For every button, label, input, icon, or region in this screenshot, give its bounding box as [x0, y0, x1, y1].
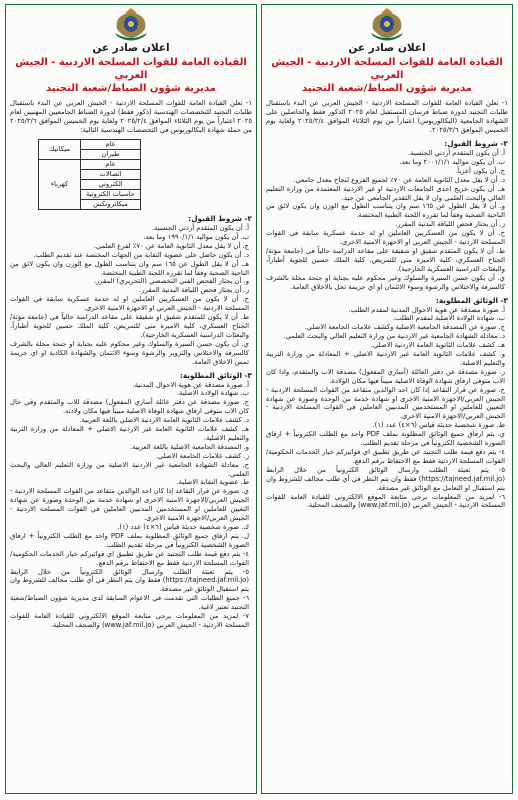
- condition-item: هـ. أن يكون خريج احدى الجامعات الاردنية او غير الاردنية المعتمدة من وزارة التعليم العالي والبحث العلمي وان لا يقل التقدير الجامعي عن جيد.: [266, 184, 505, 202]
- documents-title: ٣- الوثائق المطلوبة:: [179, 370, 252, 380]
- document-item: ب. شهادة الولادة الاصلية لمقدم الطلب.: [392, 314, 505, 323]
- condition-item: د. أن يكون حاصل على عضوية النقابة من الجهات المختصة عند تقديم الطلب.: [33, 250, 249, 259]
- branch-cell: كهرباء: [39, 160, 81, 210]
- spec-cell: طيران: [81, 150, 141, 160]
- issuer-line: القيادة العامة للقوات المسلحة الاردنية - الجيش العربي: [271, 57, 503, 81]
- issuer-line: القيادة العامة للقوات المسلحة الاردنية - الجيش العربي: [15, 57, 247, 81]
- table-row: [39, 140, 141, 150]
- condition-item: ب. أن يكون مواليد ١٩٩٠/١/١ وما بعد.: [143, 232, 249, 241]
- conditions-title: ٢- شروط القبول:: [444, 139, 508, 148]
- document-item: د. معادلة الشهادة الجامعية غير الاردنية من وزارة التعليم العالي والبحث العلمي.: [283, 332, 505, 341]
- document-item: و. كشف علامات الثانوية العامة غير الاردنية الاصلي + المعادلة من وزارة التربية والتعليم الاصلية.: [266, 350, 505, 367]
- document-item: د. كشف علامات الثانوية العامة الاردنية الاصلي باللغة العربية.: [79, 416, 249, 425]
- application-link-note: ٥- يتم تعبئة الطلب وارسال الوثائق الكترونياً من خلال الرابط (https://tajneed.jaf.mil.jo) فقط وان يتم النظر في أي طلب مخالف للشروط وان يتم استقبال او التعامل مع الوثائق غير مصدقة.: [266, 465, 505, 492]
- jordan-armed-forces-crest-icon: [111, 7, 151, 41]
- spec-cell: عام: [81, 160, 141, 170]
- spec-cell: ميكاترونكس: [81, 200, 141, 210]
- document-item: ز. كشف علامات الجامعة الاصلي.: [155, 451, 249, 460]
- document-item: ط. صورة شخصية حديثة قياس (٦×٤) عدد (١).: [372, 421, 505, 430]
- condition-item: د. أن لا يقل معدل الثانوية العامة عن ٧٠٪ لجميع الفروع لنجاح معدل جامعي.: [293, 175, 505, 184]
- condition-item: ب. أن يكون مواليد ٢٠٠١/١/١ وما بعد.: [399, 157, 505, 166]
- document-item: ل. يتم ارفاق جميع الوثائق المطلوبة بملف PDF واحد مع الطلب الكترونياً + ارفاق الصورة الشخصية الكترونياً في مرحلة تقديم الطلب.: [10, 531, 250, 549]
- condition-item: ط. أن لا يكون للمتقدم شقيق او شقيقة على مقاعد الدراسة حالياً في (جامعة مؤتة/الجناح العسكري، كلية الاميرة منى للتمريض، كلية الملك حسين للجوية أطباراً، والبعثات الدراسية العسكرية الخارجية).: [10, 313, 249, 339]
- spec-cell: الكتروني: [81, 180, 141, 190]
- document-item: أ. صورة مصدقة عن هوية الاحوال المدنية لمقدم الطلب.: [348, 305, 505, 314]
- condition-item: هـ. أن لا يقل الطول عن ١٦٥ سم وان يتناسب الطول مع الوزن وان يكون لائق من الناحية الصحية وفقاً لما تقرره اللجنة الطبية المختصة.: [10, 259, 249, 277]
- condition-item: ج. أن يكون أعزباً.: [455, 166, 505, 175]
- condition-item: و. أن يجتاز الفحص الفني التخصصي (التحريري) المقرر.: [93, 277, 249, 286]
- spec-cell: اتصالات: [81, 170, 141, 180]
- left-announcement: [5, 4, 257, 794]
- announcement-title: اعلان صادر عن: [348, 42, 426, 54]
- document-item: ز. صورة مصدقة عن دفتر العائلة (أساري المفعول) مصدقة الاب والمتقدم، واذا كان الاب متوفى ارفاق شهادة الوفاة الاصلية مبيناً فيها مكان الولادة.: [266, 367, 505, 385]
- previous-applications-note: ٦- جميع الطلبات التي تقدمت في الاعوام السابقة لدى مديرية شؤون الضباط/شعبة التجنيد تعتبر لاغية.: [10, 594, 249, 612]
- document-item: ك. صورة شخصية حديثة قياس (٦×٤) عدد (١).: [117, 523, 249, 531]
- documents-title: ٣- الوثائق المطلوبة:: [435, 295, 508, 305]
- directorate-line: مديرية شؤون الضباط/شعبة التجنيد: [301, 83, 472, 94]
- directorate-line: مديرية شؤون الضباط/شعبة التجنيد: [45, 83, 216, 94]
- branch-cell: ميكانيك: [39, 140, 81, 160]
- document-item: ب. شهادة الولادة الاصلية.: [176, 389, 249, 398]
- announcement-intro: ١- تعلن القيادة العامة للقوات المسلحة الاردنية - الجيش العربي عن البدء باستقبال طلبات التجنيد للتخصصات الهندسية (ذكور فقط) لدورة الضباط الجامعيين المهنيين لعام ٢٠٢٥ اعتباراً من يوم الثلاثاء الموافق ٢٠٢٥/٢/٤ ولغاية يوم الخميس الموافق ٢٠٢٥/٣/٦ من حملة شهادة البكالوريوس في التخصصات الهندسية التالية:: [10, 99, 253, 134]
- condition-item: أ. أن يكون المتقدم أردني الجنسية.: [151, 224, 249, 232]
- condition-item: و. أن لا يقل الطول عن ١٦٥ سم وان يتناسب الطول مع الوزن وان يكون لائق من الناحية الصحية وفقاً لما تقرره اللجنة الطبية المختصة.: [266, 202, 505, 220]
- document-item: أ. صورة مصدقة عن هوية الاحوال المدنية.: [132, 380, 249, 389]
- jordan-armed-forces-crest-icon: [367, 7, 407, 41]
- document-item: ج. صورة مصدقة عن دفتر عائلة أساري المفعول) مصدقة للاب والمتقدم وفي حال كان الاب متوفى ارفاق شهادة الوفاة الاصلية مبيناً فيها مكان ولادته.: [10, 398, 249, 416]
- condition-item: ط. أن لا يكون المتقدم شقيق او شقيقة على مقاعد الدراسة حالياً في (جامعة مؤتة/الجناح العسكري، كلية الاميرة منى للتمريض، كلية الملك حسين للجوية أطباراً، والبعثات الدراسية العسكرية الخارجية).: [266, 246, 505, 273]
- announcement-title: اعلان صادر عن: [92, 42, 170, 54]
- spec-cell: حاسبات الكترونية: [81, 190, 141, 200]
- document-item: ي. صورة عن قرار التقاعد إذا كان احد الوالدين متقاعد من القوات المسلحة الاردنية - الجيش العربي/الاجهزة الامنية الاخرى او شهادة خدمة من الوحدة وصورة عن شهادة التعيين للعاملين او المستخدمين المدنيين العاملين في القوات المسلحة الاردنية - الجيش العربي/الاجهزة الامنية الاخرى.: [10, 487, 249, 523]
- document-item: و. المصدقة الجامعية الاصلية باللغة العربية.: [130, 442, 249, 451]
- condition-item: ح. أن لا يكون من العسكريين العاملين او له خدمة عسكرية سابقة في القوات المسلحة الاردنية - الجيش العربي او الاجهزة الامنية الاخرى.: [10, 295, 249, 313]
- application-link-note: ٥- يتم تعبئة الطلب وارسال الوثائق الكترونياً من خلال الرابط (https://tajneed.jaf.mil.jo) فقط وان يتم النظر في أي طلب مخالف للشروط وان يتم استقبال الوثائق غير مصدقة.: [10, 567, 249, 594]
- document-item: ح. صورة عن قرار التقاعد إذا كان احد الوالدين متقاعد من القوات المسلحة الاردنية - الجيش العربي/الاجهزة الامنية الاخرى او شهادة خدمة من الوحدة وصورة عن شهادة التعيين للعاملين او المستخدمين المدنيين العاملين في القوات المسلحة الاردنية - الجيش العربي/الاجهزة الامنية الاخرى.: [266, 385, 505, 421]
- table-row: [39, 160, 141, 170]
- condition-item: ح. أن لا يكون من العسكريين العاملين او له خدمة عسكرية سابقة في القوات المسلحة الاردنية - الجيش العربي او الاجهزة الامنية الاخرى.: [266, 229, 505, 247]
- condition-item: ج. أن لا يقل معدل الثانوية العامة عن ٧٠٪ لفرع العلمي.: [93, 241, 249, 250]
- more-info-note: ٧- لمزيد من المعلومات يرجى متابعة الموقع الالكتروني للقيادة العامة للقوات المسلحة الاردنية - الجيش العربي (www.jaf.mil.jo) والصحف المحلية.: [10, 612, 249, 629]
- more-info-note: ٦- لمزيد من المعلومات يرجى متابعة الموقع الالكتروني للقيادة العامة للقوات المسلحة الاردنية - الجيش العربي (www.jaf.mil.jo) والصحف المحلية.: [266, 492, 505, 510]
- condition-item: ي. أن يكون حسن السيرة والسلوك وغير محكوم عليه بجناية او جنحة مخلة بالشرف كالسرقة والاختلاس والتزوير والرشوة وسوء الائتمان والشهادة الكاذبة او اي جريمة تمس الاخلاق العامة.: [10, 339, 249, 366]
- document-item: ي. يتم ارفاق جميع الوثائق المطلوبة بملف PDF واحد مع الطلب الكترونياً + ارفاق الصورة الشخصية الكترونياً في مرحلة تقديم الطلب.: [266, 430, 505, 448]
- document-item: ح. معادلة الشهادة الجامعية غير الاردنية الاصلية من وزارة التعليم العالي والبحث العلمي.: [10, 460, 249, 478]
- payment-note: ٤- يتم دفع قيمة طلب التجنيد عن طريق تطبيق اي فواتيركم خيار الخدمات الحكومية/القوات المسلحة الاردنية فقط مع الاحتفاظ برقم الدفع.: [10, 549, 249, 567]
- condition-item: ي. أن يكون حسن السيرة والسلوك وغير محكوم عليه بجناية او جنحة مخلة بالشرف كالسرقة والاختلاس والرشوة وسوء الائتمان او اي جريمة تخل بالاخلاق العامة.: [266, 273, 505, 291]
- conditions-title: ٢- شروط القبول:: [188, 214, 252, 223]
- engineering-specializations-table: [38, 139, 141, 210]
- payment-note: ٤- يتم دفع قيمة طلب التجنيد عن طريق تطبيق اي فواتيركم خيار الخدمات الحكومية/القوات المسلحة الاردنية فقط مع الاحتفاظ برقم الدفع.: [266, 448, 505, 465]
- right-announcement: [261, 4, 513, 794]
- document-item: ط. عضوية النقابة الاصلية.: [176, 478, 249, 487]
- spec-cell: عام: [81, 140, 141, 150]
- document-item: هـ. كشف علامات الثانوية العامة غير الاردنية الاصلي + المعادلة من وزارة التربية والتعليم الاصلية.: [10, 425, 249, 442]
- document-item: ج. صورة عن المصدقة الجامعية الاصلية وكشف علامات الجامعة الاصلي.: [304, 323, 505, 332]
- announcement-intro: ١- تعلن القيادة العامة للقوات المسلحة الاردنية - الجيش العربي عن البدء باستقبال طلبات التجنيد لدورة ضباط فرسان المستقبل لعام ٢٠٢٥ الذكور فقط والحاصلين على الشهادة الجامعية (البكالوريوس) اعتباراً من يوم الثلاثاء الموافق ٢٠٢٥/٢/٤ ولغاية يوم الخميس الموافق ٢٠٢٥/٣/٦.: [266, 99, 508, 134]
- condition-item: أ. أن يكون المتقدم أردني الجنسية.: [407, 149, 505, 157]
- document-item: هـ. كشف علامات الثانوية العامة الاردنية الاصلي.: [370, 341, 505, 350]
- condition-item: ز. أن يجتاز فحص اللياقة البدنية المقرر.: [139, 286, 249, 295]
- condition-item: ز. أن يجتاز فحص اللياقة البدنية المقرر.: [395, 220, 505, 229]
